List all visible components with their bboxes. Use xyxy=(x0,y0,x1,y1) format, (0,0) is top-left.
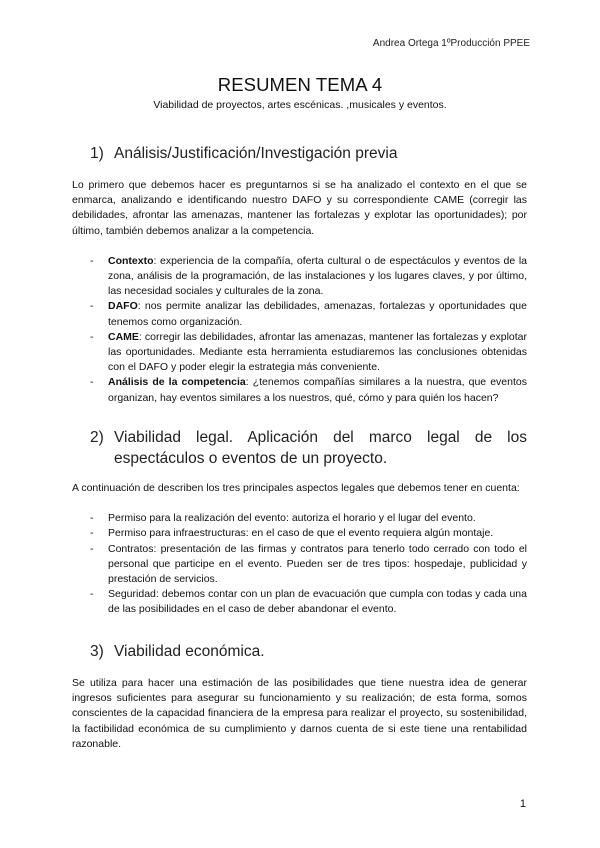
list-dash: - xyxy=(90,527,94,540)
list-item-term: Análisis de la competencia xyxy=(108,376,246,389)
section-2-title-line-1: 2) Viabilidad legal. Aplicación del marco legal de los xyxy=(90,429,527,446)
list-item-text: : nos permite analizar las debilidades, amenazas, fortalezas y oportunidades que tenemos como organización. xyxy=(108,300,527,328)
section-1-title: Análisis/Justificación/Investigación previa xyxy=(114,145,398,162)
list-item xyxy=(72,526,527,541)
section-1-list xyxy=(72,254,527,406)
list-item xyxy=(72,299,527,329)
list-item xyxy=(72,587,527,617)
section-2-list xyxy=(72,511,527,617)
list-item-text: : ¿tenemos compañías similares a la nuestra, que eventos organizan, hay eventos similares a los nuestros, qué, cómo y para quién los hacen? xyxy=(108,376,527,404)
section-3-content xyxy=(72,676,527,752)
section-2-number: 2) xyxy=(90,429,104,446)
list-item-text: Contratos: presentación de las firmas y contratos para tenerlo todo cerrado con todo el personal que participe en el evento. Pueden ser de tres tipos: hospedaje, publicidad y prestación de servicios. xyxy=(108,542,527,586)
page-number: 1 xyxy=(519,798,526,810)
list-item xyxy=(72,330,527,376)
list-item-text: : experiencia de la compañía, oferta cultural o de espectáculos y eventos de la zona, análisis de la programación, de las instalaciones y los lugares claves, y por último, las necesidad sociales y culturales de la zona. xyxy=(108,254,527,298)
list-item-term: Contexto xyxy=(108,254,154,267)
section-2-content xyxy=(72,481,527,618)
document-subtitle: Viabilidad de proyectos, artes escénicas. ,musicales y eventos. xyxy=(153,99,447,111)
list-dash: - xyxy=(90,588,94,601)
list-dash: - xyxy=(90,376,94,389)
list-item xyxy=(72,375,527,405)
list-dash: - xyxy=(90,330,94,343)
list-dash: - xyxy=(90,542,94,555)
list-item-term: DAFO xyxy=(108,300,138,313)
section-3-number: 3) xyxy=(90,643,104,660)
section-2-heading xyxy=(72,427,527,469)
header-author: Andrea Ortega 1ºProducción PPEE xyxy=(372,38,530,49)
list-dash: - xyxy=(90,300,94,313)
section-2-title-line-2: espectáculos o eventos de un proyecto. xyxy=(114,450,388,467)
section-3-title: Viabilidad económica. xyxy=(114,643,265,660)
list-dash: - xyxy=(90,512,94,525)
section-1-intro: Lo primero que debemos hacer es preguntarnos si se ha analizado el contexto en el que se enmarca, analizando e identificando nuestro DAFO y su correspondiente CAME (corregir las debilidades, afrontar las amenazas, mantener las fortalezas y explotar las oportunidades); por último, también debemos analizar a la competencia. xyxy=(72,179,527,237)
list-dash: - xyxy=(90,254,94,267)
list-item-text: Seguridad: debemos contar con un plan de evacuación que cumpla con todas y cada una de las posibilidades en el caso de deber abandonar el evento. xyxy=(108,588,527,616)
section-1-heading xyxy=(72,143,527,164)
section-3-heading xyxy=(72,641,527,662)
list-item xyxy=(72,542,527,588)
section-1-number: 1) xyxy=(90,145,104,162)
list-item xyxy=(72,511,527,526)
section-3-body: Se utiliza para hacer una estimación de las posibilidades que tiene nuestra idea de generar ingresos suficientes para asegurar su funcionamiento y su realización; de esta forma, somos conscientes de la capacidad financiera de la empresa para realizar el proyecto, su sostenibilidad, la factibilidad económica de su cumplimiento y darnos cuenta de si este tiene una rentabilidad razonable. xyxy=(72,677,527,750)
list-item-text: Permiso para infraestructuras: en el caso de que el evento requiera algún montaje. xyxy=(108,527,494,540)
list-item xyxy=(72,254,527,300)
document-title: RESUMEN TEMA 4 xyxy=(217,74,383,95)
list-item-text: : corregir las debilidades, afrontar las amenazas, mantener las fortalezas y explotar las oportunidades. Mediante esta herramienta estudiaremos las conclusiones obtenidas con el DAFO y poder elegir la estrategia más conveniente. xyxy=(108,330,527,374)
section-2-intro: A continuación de describen los tres principales aspectos legales que debemos tener en cuenta: xyxy=(72,482,520,494)
list-item-text: Permiso para la realización del evento: autoriza el horario y el lugar del evento. xyxy=(108,512,476,525)
section-1-content xyxy=(72,178,527,406)
list-item-term: CAME xyxy=(108,330,139,343)
